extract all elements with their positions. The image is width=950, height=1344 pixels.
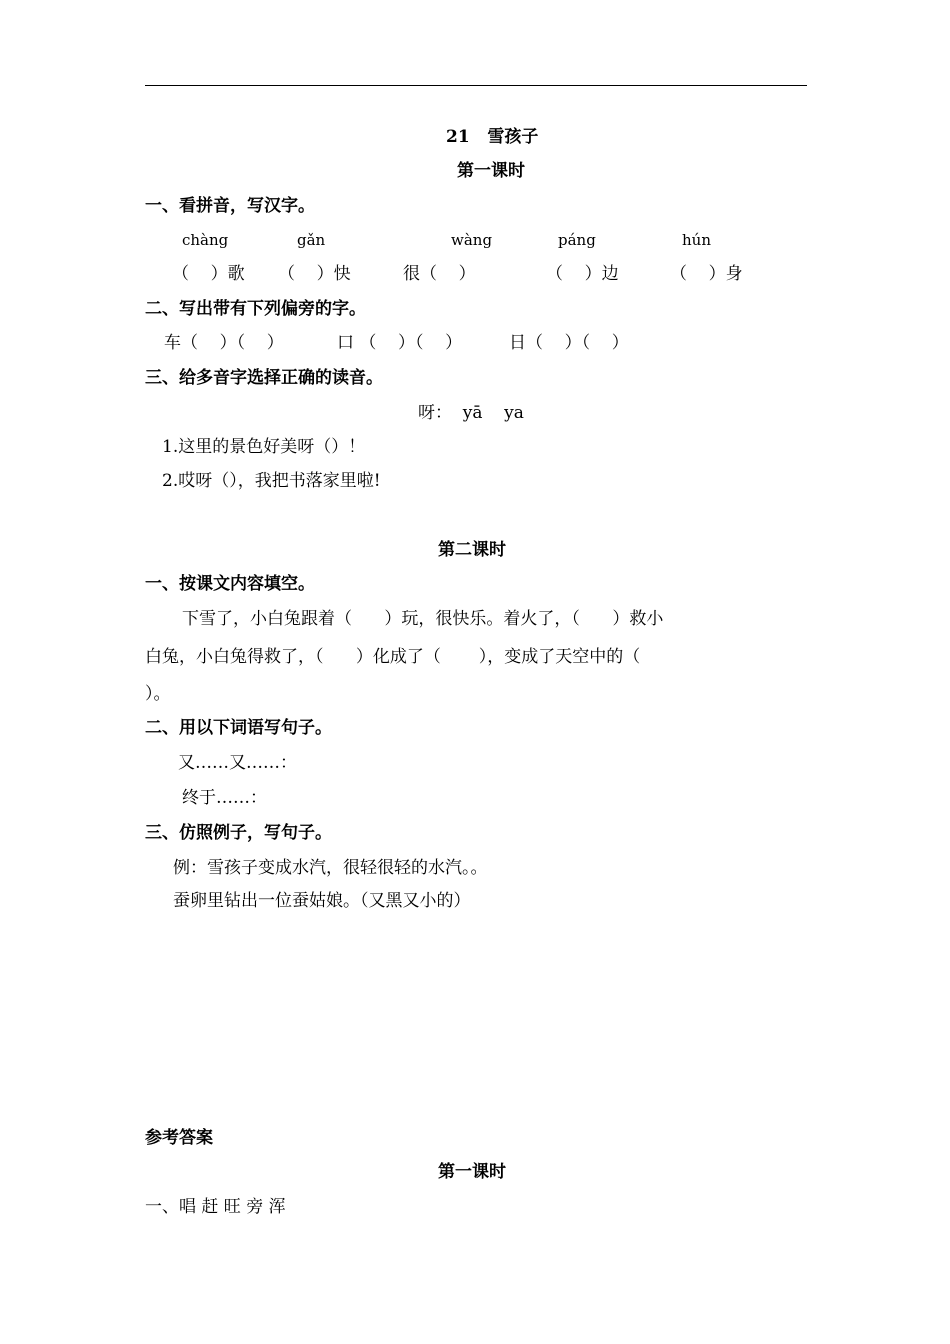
fill-item-1: （ ）歌 [172, 264, 245, 284]
pinyin-3: wàng [451, 231, 493, 249]
answers-lesson1-title: 第一课时 [438, 1162, 506, 1182]
fill-item-4: （ ）边 [546, 264, 619, 284]
l2-q3-task: 蚕卵里钻出一位蚕姑娘。（又黑又小的） [173, 891, 471, 911]
radical-item-3: 日（ ）（ ） [509, 333, 629, 353]
l2-q2-line-2: 终于……： [182, 788, 267, 808]
l2-q1-line-3: ）。 [145, 684, 171, 704]
answers-line-1: 一、唱 赶 旺 旁 浑 [145, 1197, 286, 1217]
header-rule [145, 85, 807, 86]
answers-heading: 参考答案 [145, 1128, 213, 1148]
l2-q1-line-2: 白兔，小白兔得救了，（ ）化成了（ ），变成了天空中的（ [145, 647, 641, 667]
radical-item-2: 口 （ ）（ ） [337, 333, 463, 353]
lesson2-title: 第二课时 [438, 540, 506, 560]
l1-q1-heading: 一、看拼音，写汉字。 [145, 196, 315, 216]
pinyin-4: páng [558, 231, 596, 249]
lesson1-title: 第一课时 [457, 161, 525, 181]
radical-item-1: 车（ ）（ ） [164, 333, 284, 353]
fill-item-2: （ ）快 [278, 264, 351, 284]
sentence-1: 1.这里的景色好美呀（）！ [162, 437, 366, 457]
l2-q1-heading: 一、按课文内容填空。 [145, 574, 315, 594]
pinyin-5: hún [682, 231, 711, 249]
l1-q3-heading: 三、给多音字选择正确的读音。 [145, 368, 383, 388]
polyphone-options: 呀： yā ya [418, 403, 524, 423]
l2-q3-example: 例：雪孩子变成水汽，很轻很轻的水汽。。 [173, 858, 488, 878]
pinyin-2: gǎn [297, 231, 326, 249]
sentence-2: 2.哎呀（），我把书落家里啦! [162, 471, 381, 491]
lesson-title: 21 雪孩子 [446, 127, 539, 147]
l2-q2-heading: 二、用以下词语写句子。 [145, 718, 332, 738]
fill-item-5: （ ）身 [670, 264, 743, 284]
pinyin-1: chàng [182, 231, 229, 249]
l2-q1-line-1: 下雪了，小白兔跟着（ ）玩，很快乐。着火了，（ ）救小 [182, 609, 664, 629]
l2-q3-heading: 三、仿照例子，写句子。 [145, 823, 332, 843]
fill-item-3: 很（ ） [403, 264, 476, 284]
l1-q2-heading: 二、写出带有下列偏旁的字。 [145, 299, 366, 319]
l2-q2-line-1: 又……又……： [178, 753, 297, 773]
